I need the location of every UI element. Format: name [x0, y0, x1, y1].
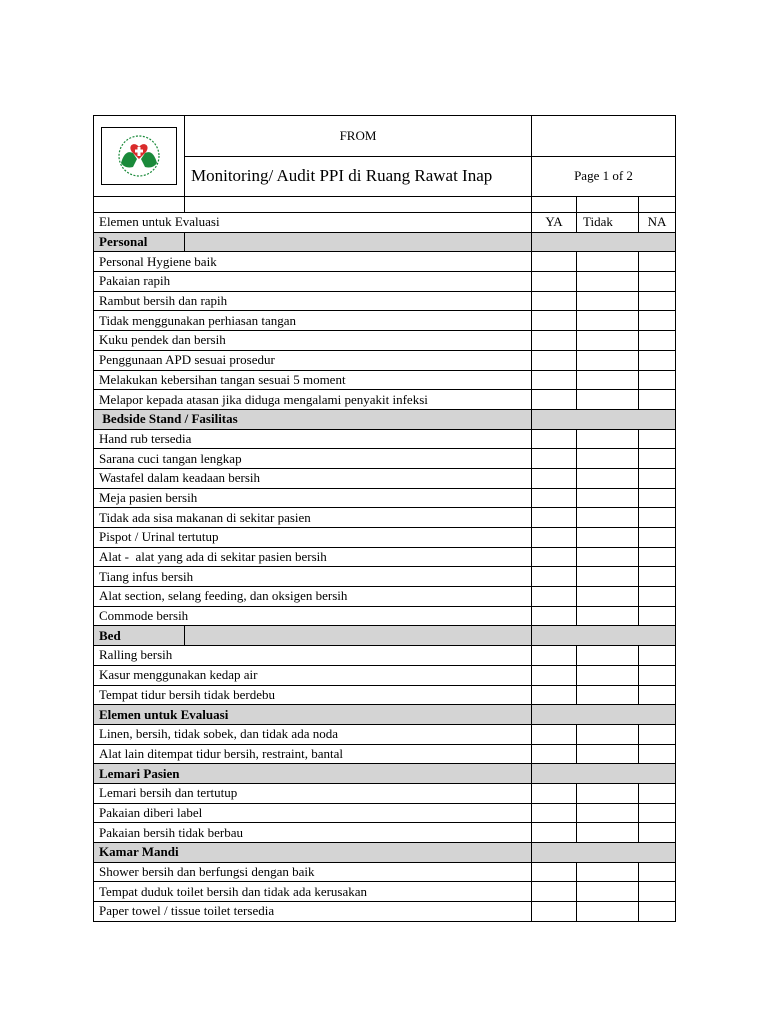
checklist-item-label: Kasur menggunakan kedap air	[94, 665, 532, 685]
checklist-row	[94, 902, 676, 922]
checklist-row	[94, 685, 676, 705]
checklist-item-label: Kuku pendek dan bersih	[94, 331, 532, 351]
checkbox-cell-ya[interactable]	[532, 823, 577, 843]
checklist-row	[94, 882, 676, 902]
checkbox-cell-tidak[interactable]	[577, 429, 639, 449]
checkbox-cell-tidak[interactable]	[577, 724, 639, 744]
checkbox-cell-na[interactable]	[639, 468, 676, 488]
checkbox-cell-na[interactable]	[639, 567, 676, 587]
checklist-row	[94, 449, 676, 469]
checkbox-cell-ya[interactable]	[532, 252, 577, 272]
checkbox-cell-tidak[interactable]	[577, 823, 639, 843]
logo-cell	[94, 116, 185, 197]
checklist-item-label: Wastafel dalam keadaan bersih	[94, 468, 532, 488]
header-spacer-row	[94, 197, 676, 213]
checklist-item-label: Penggunaan APD sesuai prosedur	[94, 350, 532, 370]
checkbox-cell-na[interactable]	[639, 862, 676, 882]
checklist-item-label: Shower bersih dan berfungsi dengan baik	[94, 862, 532, 882]
checklist-item-label: Alat lain ditempat tidur bersih, restraint, bantal	[94, 744, 532, 764]
section-blank-cell	[185, 232, 532, 252]
checklist-row	[94, 252, 676, 272]
checkbox-cell-ya[interactable]	[532, 587, 577, 607]
checklist-item-label: Personal Hygiene baik	[94, 252, 532, 272]
checkbox-cell-na[interactable]	[639, 370, 676, 390]
checkbox-cell-tidak[interactable]	[577, 390, 639, 410]
checkbox-cell-tidak[interactable]	[577, 468, 639, 488]
checkbox-cell-na[interactable]	[639, 724, 676, 744]
checkbox-cell-na[interactable]	[639, 744, 676, 764]
checklist-item-label: Melakukan kebersihan tangan sesuai 5 moment	[94, 370, 532, 390]
section-blank-cell	[532, 626, 676, 646]
checkbox-cell-ya[interactable]	[532, 468, 577, 488]
checkbox-cell-na[interactable]	[639, 685, 676, 705]
section-blank-cell	[185, 626, 532, 646]
section-header-row	[94, 764, 676, 784]
section-blank-cell	[532, 705, 676, 725]
checkbox-cell-ya[interactable]	[532, 685, 577, 705]
checklist-item-label: Pispot / Urinal tertutup	[94, 528, 532, 548]
checkbox-cell-na[interactable]	[639, 803, 676, 823]
checklist-row	[94, 331, 676, 351]
checkbox-cell-ya[interactable]	[532, 665, 577, 685]
section-title: Kamar Mandi	[94, 843, 532, 863]
checklist-item-label: Tiang infus bersih	[94, 567, 532, 587]
checklist-item-label: Sarana cuci tangan lengkap	[94, 449, 532, 469]
checkbox-cell-ya[interactable]	[532, 783, 577, 803]
section-blank-cell	[532, 764, 676, 784]
checkbox-cell-tidak[interactable]	[577, 449, 639, 469]
section-title: Bed	[94, 626, 185, 646]
checkbox-cell-na[interactable]	[639, 528, 676, 548]
checkbox-cell-ya[interactable]	[532, 272, 577, 292]
checkbox-cell-na[interactable]	[639, 823, 676, 843]
checkbox-cell-tidak[interactable]	[577, 331, 639, 351]
spacer-cell	[532, 197, 577, 213]
checklist-item-label: Lemari bersih dan tertutup	[94, 783, 532, 803]
checklist-item-label: Hand rub tersedia	[94, 429, 532, 449]
checklist-item-label: Pakaian diberi label	[94, 803, 532, 823]
checkbox-cell-na[interactable]	[639, 646, 676, 666]
checklist-item-label: Alat - alat yang ada di sekitar pasien bersih	[94, 547, 532, 567]
checkbox-cell-ya[interactable]	[532, 370, 577, 390]
section-blank-cell	[532, 843, 676, 863]
checkbox-cell-ya[interactable]	[532, 508, 577, 528]
checkbox-cell-tidak[interactable]	[577, 803, 639, 823]
checkbox-cell-ya[interactable]	[532, 429, 577, 449]
checkbox-cell-na[interactable]	[639, 882, 676, 902]
checkbox-cell-ya[interactable]	[532, 646, 577, 666]
checkbox-cell-tidak[interactable]	[577, 567, 639, 587]
checklist-row	[94, 547, 676, 567]
checkbox-cell-na[interactable]	[639, 488, 676, 508]
checklist-row	[94, 606, 676, 626]
checkbox-cell-ya[interactable]	[532, 331, 577, 351]
checklist-row	[94, 665, 676, 685]
checkbox-cell-tidak[interactable]	[577, 646, 639, 666]
checklist-row	[94, 390, 676, 410]
checkbox-cell-ya[interactable]	[532, 449, 577, 469]
form-header-row-top	[94, 116, 676, 157]
checkbox-cell-tidak[interactable]	[577, 547, 639, 567]
checkbox-cell-na[interactable]	[639, 291, 676, 311]
checklist-row	[94, 803, 676, 823]
checkbox-cell-ya[interactable]	[532, 902, 577, 922]
checkbox-cell-ya[interactable]	[532, 291, 577, 311]
checkbox-cell-tidak[interactable]	[577, 528, 639, 548]
checkbox-cell-na[interactable]	[639, 606, 676, 626]
checklist-row	[94, 311, 676, 331]
column-header-tidak: Tidak	[577, 213, 639, 233]
checklist-row	[94, 646, 676, 666]
checkbox-cell-tidak[interactable]	[577, 291, 639, 311]
checklist-row	[94, 468, 676, 488]
checkbox-cell-ya[interactable]	[532, 724, 577, 744]
form-title: Monitoring/ Audit PPI di Ruang Rawat Inap	[185, 156, 532, 197]
checkbox-cell-na[interactable]	[639, 272, 676, 292]
checkbox-cell-ya[interactable]	[532, 528, 577, 548]
checklist-item-label: Pakaian bersih tidak berbau	[94, 823, 532, 843]
checkbox-cell-na[interactable]	[639, 449, 676, 469]
checkbox-cell-tidak[interactable]	[577, 862, 639, 882]
section-title: Lemari Pasien	[94, 764, 532, 784]
section-header-row	[94, 232, 676, 252]
checklist-item-label: Linen, bersih, tidak sobek, dan tidak ada noda	[94, 724, 532, 744]
checkbox-cell-tidak[interactable]	[577, 902, 639, 922]
checkbox-cell-tidak[interactable]	[577, 350, 639, 370]
checkbox-cell-na[interactable]	[639, 508, 676, 528]
checklist-item-label: Pakaian rapih	[94, 272, 532, 292]
checklist-row	[94, 567, 676, 587]
checklist-row	[94, 291, 676, 311]
checkbox-cell-ya[interactable]	[532, 547, 577, 567]
audit-form-table	[93, 115, 676, 922]
checkbox-cell-tidak[interactable]	[577, 252, 639, 272]
column-header-element: Elemen untuk Evaluasi	[94, 213, 532, 233]
checkbox-cell-ya[interactable]	[532, 606, 577, 626]
spacer-cell	[577, 197, 639, 213]
checklist-row	[94, 823, 676, 843]
header-blank-cell	[532, 116, 676, 157]
spacer-cell	[94, 197, 185, 213]
section-title: Elemen untuk Evaluasi	[94, 705, 532, 725]
section-blank-cell	[532, 409, 676, 429]
page-indicator: Page 1 of 2	[532, 156, 676, 197]
checkbox-cell-na[interactable]	[639, 783, 676, 803]
checklist-row	[94, 724, 676, 744]
checklist-row	[94, 272, 676, 292]
checkbox-cell-ya[interactable]	[532, 350, 577, 370]
checkbox-cell-ya[interactable]	[532, 803, 577, 823]
checklist-item-label: Meja pasien bersih	[94, 488, 532, 508]
checkbox-cell-tidak[interactable]	[577, 311, 639, 331]
checkbox-cell-ya[interactable]	[532, 311, 577, 331]
checkbox-cell-na[interactable]	[639, 390, 676, 410]
checkbox-cell-na[interactable]	[639, 331, 676, 351]
section-blank-cell	[532, 232, 676, 252]
checkbox-cell-na[interactable]	[639, 547, 676, 567]
checkbox-cell-ya[interactable]	[532, 488, 577, 508]
from-label: FROM	[185, 116, 532, 157]
section-title: Personal	[94, 232, 185, 252]
checkbox-cell-ya[interactable]	[532, 390, 577, 410]
checkbox-cell-na[interactable]	[639, 587, 676, 607]
checkbox-cell-ya[interactable]	[532, 567, 577, 587]
section-header-row	[94, 626, 676, 646]
checkbox-cell-tidak[interactable]	[577, 587, 639, 607]
checkbox-cell-tidak[interactable]	[577, 744, 639, 764]
checklist-item-label: Paper towel / tissue toilet tersedia	[94, 902, 532, 922]
checkbox-cell-tidak[interactable]	[577, 882, 639, 902]
checkbox-cell-tidak[interactable]	[577, 370, 639, 390]
checkbox-cell-ya[interactable]	[532, 882, 577, 902]
column-header-row	[94, 213, 676, 233]
checkbox-cell-na[interactable]	[639, 665, 676, 685]
column-header-ya: YA	[532, 213, 577, 233]
checklist-row	[94, 350, 676, 370]
checklist-item-label: Rambut bersih dan rapih	[94, 291, 532, 311]
checkbox-cell-tidak[interactable]	[577, 665, 639, 685]
checkbox-cell-na[interactable]	[639, 902, 676, 922]
audit-form-sheet	[93, 115, 675, 922]
section-header-row	[94, 705, 676, 725]
checklist-item-label: Tidak ada sisa makanan di sekitar pasien	[94, 508, 532, 528]
checklist-item-label: Melapor kepada atasan jika diduga mengalami penyakit infeksi	[94, 390, 532, 410]
checklist-row	[94, 488, 676, 508]
logo-frame	[101, 127, 177, 185]
checkbox-cell-tidak[interactable]	[577, 508, 639, 528]
column-header-na: NA	[639, 213, 676, 233]
checklist-item-label: Ralling bersih	[94, 646, 532, 666]
checklist-row	[94, 744, 676, 764]
checklist-item-label: Tidak menggunakan perhiasan tangan	[94, 311, 532, 331]
spacer-cell	[185, 197, 532, 213]
checkbox-cell-tidak[interactable]	[577, 685, 639, 705]
checklist-row	[94, 783, 676, 803]
section-header-row	[94, 843, 676, 863]
checkbox-cell-na[interactable]	[639, 252, 676, 272]
checkbox-cell-tidak[interactable]	[577, 272, 639, 292]
checklist-row	[94, 528, 676, 548]
checkbox-cell-tidak[interactable]	[577, 783, 639, 803]
section-header-row	[94, 409, 676, 429]
spacer-cell	[639, 197, 676, 213]
checklist-item-label: Tempat duduk toilet bersih dan tidak ada kerusakan	[94, 882, 532, 902]
hospital-logo-icon	[107, 133, 171, 179]
checkbox-cell-tidak[interactable]	[577, 606, 639, 626]
checklist-item-label: Tempat tidur bersih tidak berdebu	[94, 685, 532, 705]
checkbox-cell-ya[interactable]	[532, 862, 577, 882]
checklist-row	[94, 429, 676, 449]
checklist-item-label: Commode bersih	[94, 606, 532, 626]
checkbox-cell-tidak[interactable]	[577, 488, 639, 508]
section-title: Bedside Stand / Fasilitas	[94, 409, 532, 429]
checkbox-cell-na[interactable]	[639, 311, 676, 331]
checkbox-cell-na[interactable]	[639, 429, 676, 449]
checklist-row	[94, 508, 676, 528]
checkbox-cell-ya[interactable]	[532, 744, 577, 764]
checklist-item-label: Alat section, selang feeding, dan oksigen bersih	[94, 587, 532, 607]
checkbox-cell-na[interactable]	[639, 350, 676, 370]
checklist-row	[94, 587, 676, 607]
checklist-row	[94, 862, 676, 882]
checklist-row	[94, 370, 676, 390]
